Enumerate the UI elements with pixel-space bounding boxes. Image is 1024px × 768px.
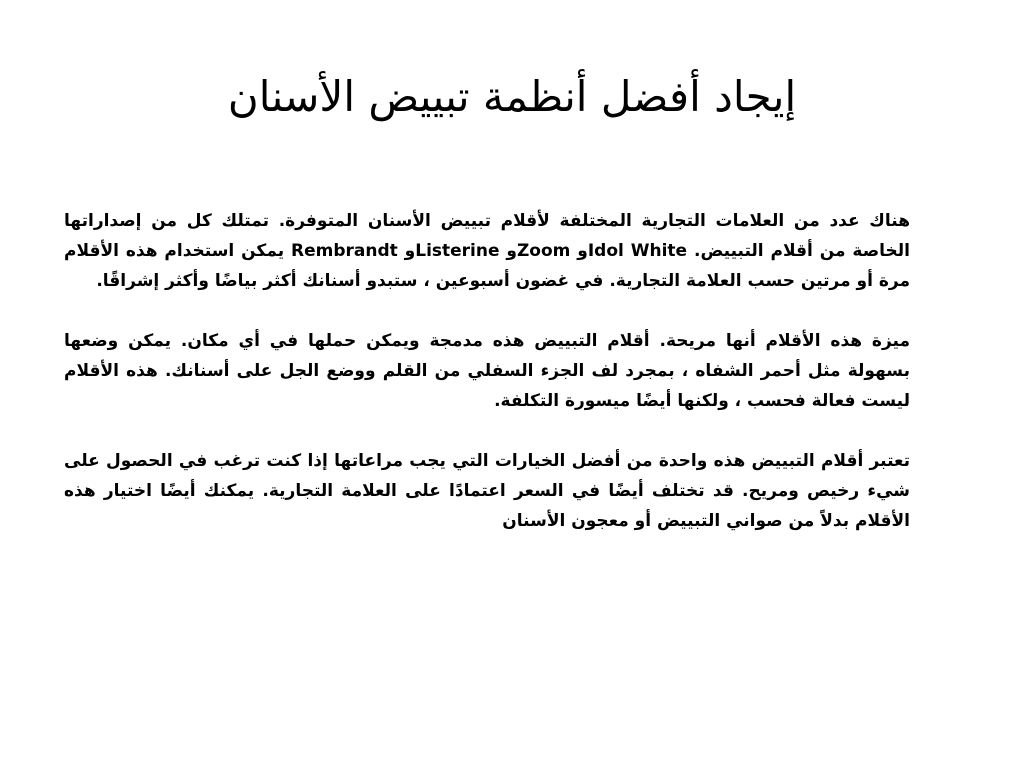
paragraph-brands: هناك عدد من العلامات التجارية المختلفة لأقلام تبييض الأسنان المتوفرة. تمتلك كل من إصداراتها الخاصة من أقلام التبييض. Idol Whiteو Zoomو Listerineو Rembrandt يمكن استخدام هذه الأقلام مرة أو مرتين حسب العلامة التجارية. في غضون أسبوعين ، ستبدو أسنانك أكثر بياضًا وأكثر إشراقًا. (64, 211, 910, 291)
slide-title: إيجاد أفضل أنظمة تبييض الأسنان (227, 72, 797, 121)
paragraph-options: تعتبر أقلام التبييض هذه واحدة من أفضل الخيارات التي يجب مراعاتها إذا كنت ترغب في الحصول على شيء رخيص ومريح. قد تختلف أيضًا في السعر اعتمادًا على العلامة التجارية. يمكنك أيضًا اختيار هذه الأقلام بدلاً من صواني التبييض أو معجون الأسنان (64, 451, 910, 531)
paragraph-convenience: ميزة هذه الأقلام أنها مريحة. أقلام التبييض هذه مدمجة ويمكن حملها في أي مكان. يمكن وضعها بسهولة مثل أحمر الشفاه ، بمجرد لف الجزء السفلي من القلم ووضع الجل على أسنانك. هذه الأقلام ليست فعالة فحسب ، ولكنها أيضًا ميسورة التكلفة. (64, 331, 910, 411)
slide-body (64, 206, 910, 536)
